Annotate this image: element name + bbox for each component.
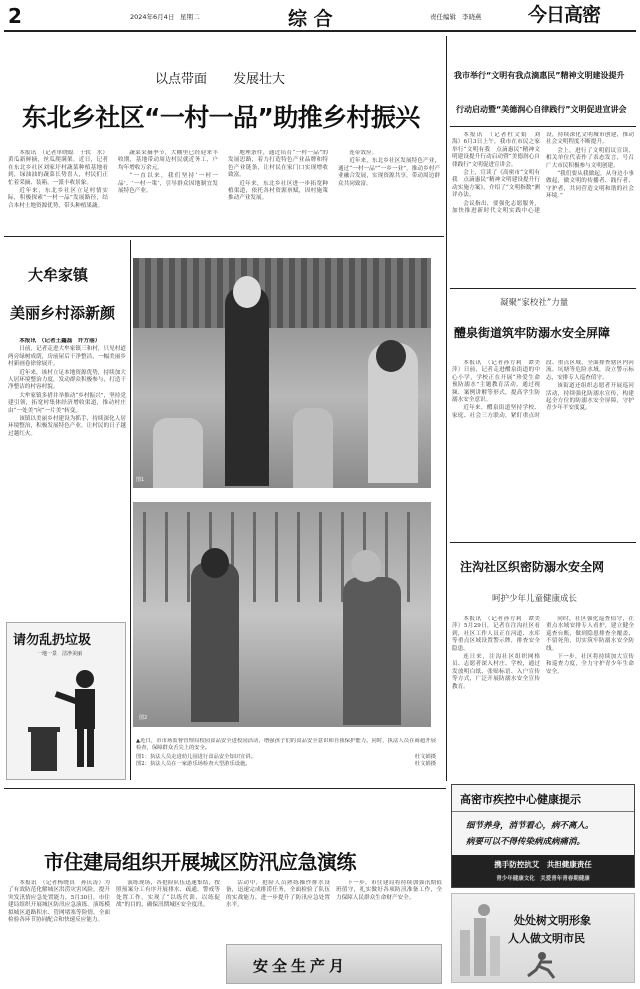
flood-col-3: 活动中，抢险人员熟练操作排水设备，迅速完成排涝任务，全面检验了队伍的实战能力，进一步提升了防汛应急处置水平。 [226,880,330,909]
flood-col-2: 演练现场，各抢险队伍迅速集结，按照预案分工有序开展排水、疏通、警戒等处置工作，实现了“以练代训、以练促战”的目的，确保汛期城区安全度汛。 [116,880,220,909]
column-divider-right [446,36,447,781]
photo2-label: 图2 [139,715,148,721]
safety-month-title: 安全生产月 [253,957,349,975]
trash-bin-icon [31,731,57,771]
lead-col-4: 连带效应。 近年来，东北乡社区发展特色产业，通过“一村一品”“一乡一业”，推动乡村产业融合发展，实现资源共享，带动周边群众共同致富。 [338,150,440,187]
litter-ad [6,622,126,780]
flood-col-1: 本报讯 （记者杨晓真 孙庆涛）为了有效防范化解城区洪涝灾害风险，提升突发汛情应急处置能力，5月30日，市住建局组织开展城区防汛应急演练。演练模拟城区道路积水、管网堵塞等险情，全面检验各环节协同配合和快速反应能力。 [8,880,110,924]
photo-credit-2: 杜文娟摄 [414,761,436,767]
photo-amusement-ride [133,502,431,727]
civic-headline-2: 行动启动暨“美德润心自律践行”文明促进宣讲会 [456,105,627,114]
flood-top-rule [4,788,446,789]
zhugou-headline: 注沟社区织密防溺水安全网 [460,560,605,574]
header-rule [4,30,636,32]
photo1-label: 图1 [136,477,145,483]
photo-kindergarten [133,258,431,488]
cdc-ad-line-2: 病要可以不得传染病成病痛消。 [466,837,586,847]
runner-icon [492,950,592,980]
issue-weekday: 星期二 [180,13,200,21]
civic-bottom-rule [450,288,636,289]
cdc-health-ad [451,784,635,888]
lead-kicker: 以点带面 发展壮大 [155,72,286,87]
cdc-ad-bar-1: 携手防控抗艾 共担健康责任 [494,860,592,869]
lead-col-3: 地理条件，通过培育“一村一品”的发展思路，着力打造特色产业品牌和特色产业链条，让村民在家门口实现增收致富。 近年来，东北乡社区进一步拓宽种植渠道，依托各村资源禀赋，因村施策推动产业发展。 [228,150,328,202]
zhugou-body: 本报讯 （记者孙方莉 谭美萍）5月29日，记者在注沟社区看到，社区工作人员正在河道、水库等重点区域设置警示牌，排查安全隐患。 连日来，注沟社区组织网格员、志愿者深入村庄、学校，通过发放明白纸、张贴标语、入户宣传等方式，广泛开展防溺水安全宣传教育。 同时，社区强化巡查值守，在重点水域安排专人看护，建立健全巡查台账，做到隐患排查全覆盖、不留死角，切实筑牢防溺水安全防线。 下一步，社区将持续加大宣传和巡查力度，全力守护青少年生命安全。 [452,616,634,690]
flood-headline: 市住建局组织开展城区防汛应急演练 [44,850,356,874]
lead-bottom-rule [4,236,444,237]
civic-top-rule [450,126,636,127]
civic-headline-1: 我市举行“文明有我点滴惠民”精神文明建设提升 [454,71,625,80]
cdc-ad-title: 高密市疾控中心健康提示 [460,793,581,806]
editor-label: 责任编辑 [430,13,456,21]
issue-date: 2024年6月4日 [130,13,175,21]
dawu-body: 本报讯 （记者王鑫磊 许方丽） 日前，记者走进大牟家镇三和村，只见村道两旁绿树成荫，房前屋后干净整洁，一幅美丽乡村新画卷徐徐展开。 近年来，该村立足本地资源优势，持续加大人居环境整治力度，发动群众积极参与，打造干净整洁的村容村貌。 大牟家镇多措并举推动“乡村振兴”，坚持党建引领，拓宽村集体经济增收渠道，推动村庄由“一处美”向“一片美”转变。 该镇以美丽乡村建设为抓手，持续深化人居环境整治，积极发展特色产业，让村民的日子越过越红火。 [8,338,126,437]
liquan-headline: 醴泉街道筑牢防溺水安全屏障 [454,326,611,340]
lead-headline: 东北乡社区“一村一品”助推乡村振兴 [22,103,420,132]
person-throwing-icon [25,665,115,777]
litter-ad-subtitle: 一地一景 洁净美丽 [37,651,83,657]
photo-credit-1: 杜文娟摄 [414,754,436,760]
dawu-headline-1: 大牟家镇 [28,266,89,284]
liquan-kicker: 凝聚“家校社”力量 [500,298,569,308]
cdc-ad-bar-2: 青少年健康文化 关爱青年青春期健康 [496,876,590,882]
photo-caption: ▲近日，市市场监督管理局校园食品安全进校园活动，增强孩子们的食品安全意识和自我保护能力。同时，执法人员在商超开展检查，保障群众舌尖上的安全。 图1：执法人员走进幼儿园进行食品安全知识宣讲。 杜文娟摄 图2：执法人员在一家游乐场检查大型游乐设施。 杜文娟摄 [136,738,436,767]
civic-body: 本报讯 （记者杜文娟 刘 海）6月3日上午，我市在市民之家举行“文明有我 点滴惠民”精神文明建设提升行动启动暨“美德润心自律践行”文明促进宣讲会。 会上，宣读了《高密市“文明有我 点滴惠民”精神文明建设提升行动实施方案》，介绍了“文明指数”测评办法。 会议指出，要强化志愿服务，加快推进新时代文明实践中心建设，持续深化文明城市创建，推动社会文明程度不断提升。 会上，进行了文明倡议宣读，相关单位代表作了表态发言，号召广大市民积极参与文明创建。 “我们要从我做起，从身边小事做起，做文明的传播者、践行者、守护者，共同营造文明和谐的社会环境。” [452,132,634,215]
lead-col-1: 本报讯 （记者单晓聪 于软 水）黄瓜新鲜摘，丝瓜爬满架。近日，记者在东北乡社区刘家圩村蔬菜种植基地看到，绿油油的蔬菜长势喜人，村民们正忙着采摘、装箱，一派丰收景象。 近年来，东北乡社区立足村情实际，积极探索“一村一品”发展路径，结合本村土地资源优势，带头种植果蔬。 [8,150,108,209]
editor-name: 李晓燕 [462,13,482,21]
liquan-body: 本报讯 （记者孙方莉 谭美萍）日前，记者走进醴泉街道的中心小学，学校正在开展“珍爱生命 预防溺水”主题教育活动，通过视频、案例讲解等形式，提高学生防溺水安全意识。 近年来，醴泉街道坚持学校、家庭、社会三方联动，紧盯重点时段、重点区域，全面排查辖区内河流、坑塘等危险水域，设立警示标志，安排专人巡查值守。 该街道还组织志愿者开展巡河活动，持续强化防溺水宣传，构建起全方位的防溺水安全屏障，守护青少年平安度夏。 [452,360,634,419]
civility-ad [451,893,635,983]
litter-ad-title: 请勿乱扔垃圾 [13,633,92,648]
civility-ad-line-1: 处处树文明形象 [514,914,591,927]
column-divider-left [130,240,131,780]
zhugou-kicker: 呵护少年儿童健康成长 [492,594,578,604]
civility-ad-line-2: 人人做文明市民 [508,932,585,945]
liquan-bottom-rule [450,542,636,543]
page-number: 2 [8,4,22,28]
section-title: 综 合 [288,8,333,30]
flood-col-4: 下一步，市住建局将持续加强汛期值班值守，扎实做好各项防汛准备工作，全力保障人民群众生命财产安全。 [336,880,442,901]
cdc-ad-line-1: 细节养身，消节看心，病不离人。 [466,821,594,831]
safety-month-banner [226,944,442,984]
dawu-headline-2: 美丽乡村添新颜 [10,304,116,322]
newspaper-logo: 今日高密 [528,4,601,26]
lead-col-2: 蔬菜采摘季节，大棚里已经迎来丰收期，基地带动周边村民就近务工，户均年增收万余元。 “一直以来，我们坚持‘一村一品’、‘一村一策’，引导群众因地制宜发展特色产业。 [118,150,218,195]
